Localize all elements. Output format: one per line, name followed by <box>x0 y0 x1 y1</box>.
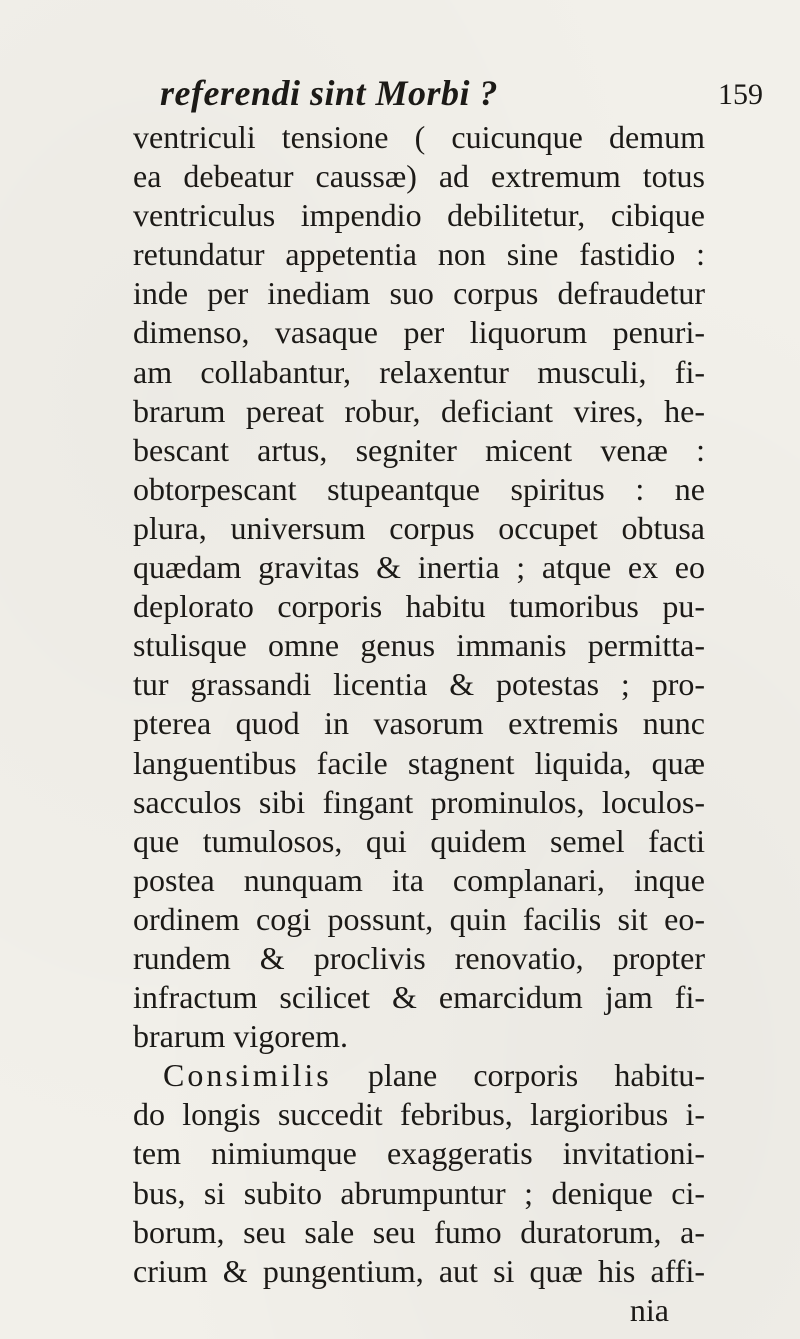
text-line: dimenso, vasaque per liquorum penuri- <box>133 314 705 351</box>
paragraph-opening-line <box>133 1056 705 1095</box>
text-line: stulisque omne genus immanis permitta- <box>133 627 705 664</box>
text-line: sacculos sibi fingant prominulos, loculos- <box>133 783 705 820</box>
text-line: deplorato corporis habitu tumoribus pu- <box>133 588 705 625</box>
text-line: bus, si subito abrumpuntur ; denique ci- <box>133 1174 705 1211</box>
text-line: inde per inediam suo corpus defraudetur <box>133 275 705 312</box>
text-line: ventriculi tensione ( cuicunque demum <box>133 119 705 155</box>
running-title: referendi sint Morbi ? <box>160 73 499 113</box>
catchword: nia <box>629 1291 669 1328</box>
text-line: plura, universum corpus occupet obtusa <box>133 509 705 546</box>
body-text <box>133 118 705 1330</box>
small-caps-lead: Consimilis <box>163 1057 332 1094</box>
text-line: do longis succedit febribus, largioribus i- <box>133 1096 705 1133</box>
text-line: borum, seu sale seu fumo duratorum, a- <box>133 1213 705 1250</box>
text-line: bescant artus, segniter micent venæ : <box>133 431 705 468</box>
page-number: 159 <box>718 78 763 111</box>
text-line: pterea quod in vasorum extremis nunc <box>133 705 705 742</box>
text-line: ventriculus impendio debilitetur, cibique <box>133 197 705 234</box>
text-fragment: plane corporis habitu- <box>367 1057 706 1094</box>
text-line: tem nimiumque exaggeratis invitationi- <box>133 1135 705 1172</box>
text-line: brarum pereat robur, deficiant vires, he- <box>133 392 705 429</box>
text-line: infractum scilicet & emarcidum jam fi- <box>133 979 705 1016</box>
text-line: rundem & proclivis renovatio, propter <box>133 939 705 976</box>
text-line: obtorpescant stupeantque spiritus : ne <box>133 470 705 507</box>
text-line: tur grassandi licentia & potestas ; pro- <box>133 666 705 703</box>
text-line: quædam gravitas & inertia ; atque ex eo <box>133 549 705 586</box>
text-line: que tumulosos, qui quidem semel facti <box>133 822 705 859</box>
page-header <box>0 72 800 122</box>
text-line: ea debeatur caussæ) ad extremum totus <box>133 158 705 195</box>
text-line: postea nunquam ita complanari, inque <box>133 861 705 898</box>
text-line: crium & pungentium, aut si quæ his affi- <box>133 1252 705 1289</box>
text-line: retundatur appetentia non sine fastidio : <box>133 236 705 273</box>
text-line: brarum vigorem. <box>133 1018 349 1055</box>
text-line: languentibus facile stagnent liquida, quæ <box>133 744 705 781</box>
text-line: am collabantur, relaxentur musculi, fi- <box>133 353 705 390</box>
text-line: ordinem cogi possunt, quin facilis sit eo- <box>133 900 705 937</box>
